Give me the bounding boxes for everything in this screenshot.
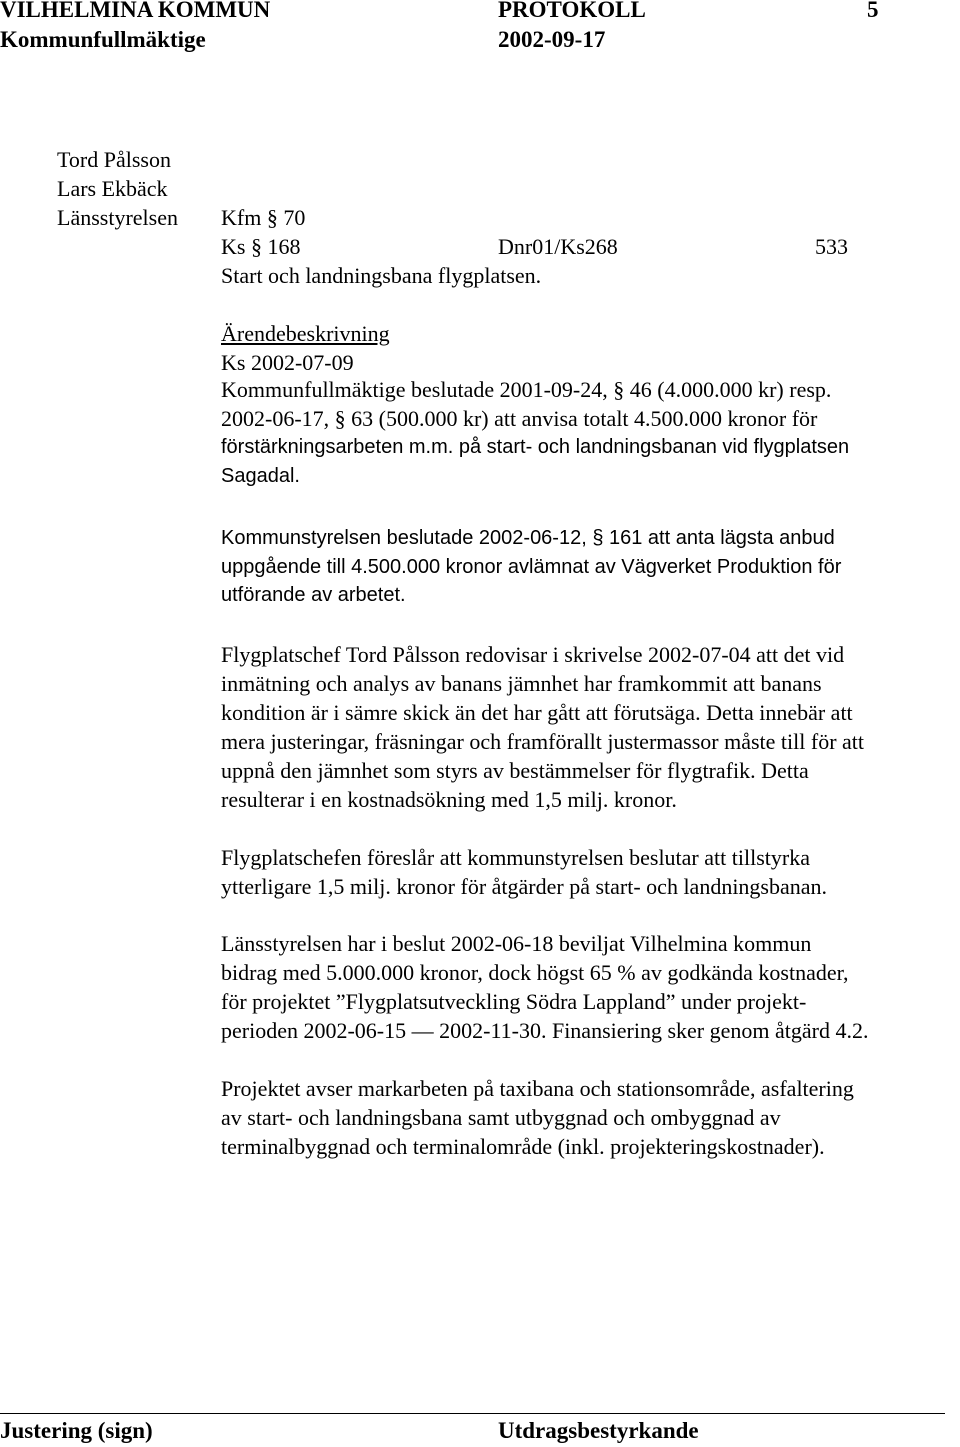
text-line: för projektet ”Flygplatsutveckling Södra Lappland” under projekt-	[221, 989, 807, 1014]
case-dnr: Dnr01/Ks268	[498, 234, 618, 259]
text-line: Kommunstyrelsen beslutade 2002-06-12, § 161 att anta lägsta anbud	[221, 527, 835, 549]
text-line: bidrag med 5.000.000 kronor, dock högst 65 % av godkända kostnader,	[221, 960, 849, 985]
distribution-item: Tord Pålsson	[57, 147, 171, 172]
header-body-name: Kommunfullmäktige	[0, 27, 206, 52]
text-line: 2002-06-17, § 63 (500.000 kr) att anvisa totalt 4.500.000 kronor för	[221, 406, 818, 431]
footer-justering: Justering (sign)	[0, 1418, 153, 1443]
text-line: Kommunfullmäktige beslutade 2001-09-24, § 46 (4.000.000 kr) resp.	[221, 377, 832, 402]
text-line: utförande av arbetet.	[221, 584, 406, 606]
text-line: inmätning och analys av banans jämnhet har framkommit att banans	[221, 671, 822, 696]
text-line: resulterar i en kostnadsökning med 1,5 milj. kronor.	[221, 787, 677, 812]
body-paragraph-6	[221, 1074, 960, 1161]
footer-utdragsbestyrkande: Utdragsbestyrkande	[498, 1418, 699, 1443]
text-line: Flygplatschefen föreslår att kommunstyrelsen beslutar att tillstyrka	[221, 845, 810, 870]
text-line: ytterligare 1,5 milj. kronor för åtgärder på start- och landningsbanan.	[221, 874, 828, 899]
header-doc-type: PROTOKOLL	[498, 0, 646, 22]
body-paragraph-5	[221, 929, 960, 1045]
text-line: terminalbyggnad och terminalområde (inkl. projekteringskostnader).	[221, 1134, 825, 1159]
body-paragraph-4	[221, 843, 960, 901]
header-page-number: 5	[867, 0, 879, 22]
text-line: mera justeringar, fräsningar och framförallt justermassor måste till för att	[221, 729, 865, 754]
text-line: Länsstyrelsen har i beslut 2002-06-18 beviljat Vilhelmina kommun	[221, 931, 812, 956]
text-line: förstärkningsarbeten m.m. på start- och landningsbanan vid flygplatsen	[221, 436, 850, 458]
text-line: Flygplatschef Tord Pålsson redovisar i skrivelse 2002-07-04 att det vid	[221, 642, 845, 667]
text-line: uppgående till 4.500.000 kronor avlämnat av Vägverket Produktion för	[221, 555, 842, 578]
text-line: Projektet avser markarbeten på taxibana och stationsområde, asfaltering	[221, 1076, 854, 1101]
signature-rule	[0, 1413, 945, 1414]
text-line: uppnå den jämnhet som styrs av bestämmelser för flygtrafik. Detta	[221, 758, 809, 783]
header-date: 2002-09-17	[498, 27, 606, 52]
distribution-item: Länsstyrelsen	[57, 205, 178, 230]
text-line: perioden 2002-06-15 — 2002-11-30. Finansiering sker genom åtgärd 4.2.	[221, 1018, 869, 1043]
description-paragraph-2	[221, 524, 960, 610]
description-ks-date: Ks 2002-07-09	[221, 350, 354, 375]
case-ks: Ks § 168	[221, 234, 301, 259]
text-line: Sagadal.	[221, 465, 300, 487]
text-line: av start- och landningsbana samt utbyggnad och ombyggnad av	[221, 1105, 781, 1130]
distribution-item: Lars Ekbäck	[57, 176, 168, 201]
description-heading: Ärendebeskrivning	[221, 321, 390, 346]
text-line: kondition är i sämre skick än det har gått att förutsäga. Detta innebär att	[221, 700, 853, 725]
header-municipality: VILHELMINA KOMMUN	[0, 0, 271, 22]
body-paragraph-3	[221, 640, 960, 814]
description-paragraph-1	[221, 375, 960, 491]
case-title: Start och landningsbana flygplatsen.	[221, 263, 542, 288]
case-kfm: Kfm § 70	[221, 205, 306, 230]
case-number: 533	[815, 234, 848, 259]
